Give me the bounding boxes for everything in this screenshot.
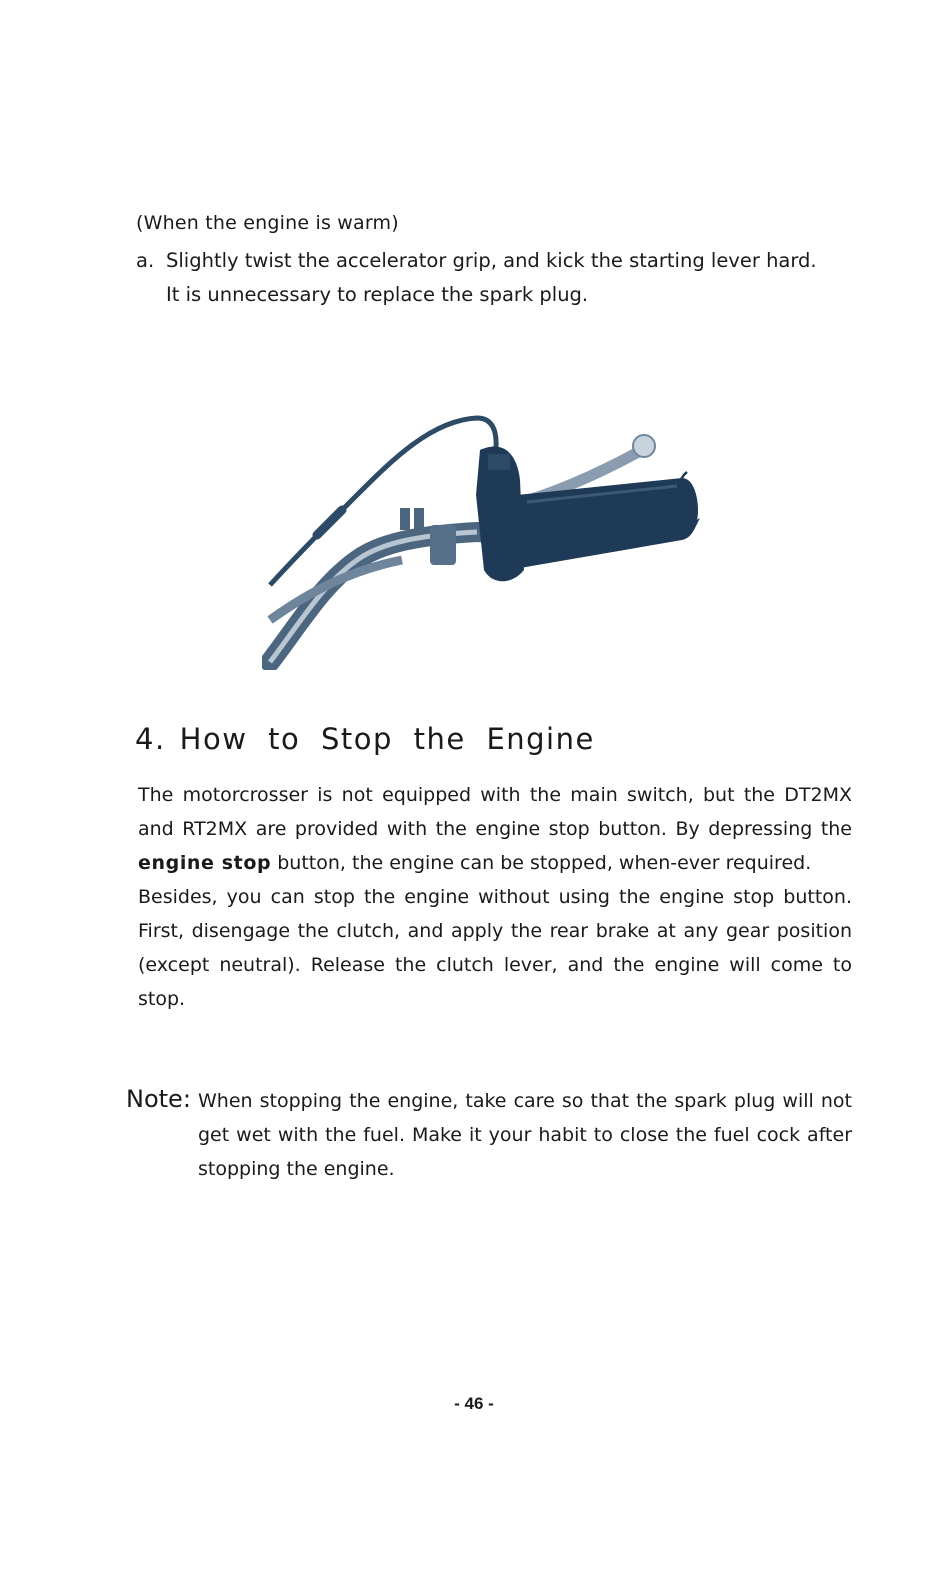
warm-engine-heading: (When the engine is warm): [136, 212, 399, 234]
body-p1-start: The motorcrosser is not equipped with the main switch, but the DT2MX and RT2MX are provided with the engine stop button. By depressing the: [138, 784, 852, 840]
section-body: [138, 778, 852, 1016]
step-a-line1: Slightly twist the accelerator grip, and kick the starting lever hard.: [166, 249, 817, 272]
body-paragraph-1: [138, 778, 852, 880]
switch-bracket: [430, 525, 456, 565]
handlebar-grip-illustration: [262, 400, 722, 670]
section-number: 4.: [135, 722, 166, 756]
note-block: [126, 1084, 852, 1186]
section-title: [135, 722, 595, 756]
step-a-line2: It is unnecessary to replace the spark plug.: [166, 283, 589, 306]
engine-stop-emphasis: engine stop: [138, 852, 272, 874]
note-text: When stopping the engine, take care so that the spark plug will not get wet with the fuel. Make it your habit to close the fuel cock after stopping the engine.: [198, 1090, 852, 1180]
page-number: - 46 -: [454, 1394, 494, 1413]
note-label: Note:: [126, 1085, 191, 1113]
body-paragraph-2: Besides, you can stop the engine without using the engine stop button. First, disengage the clutch, and apply the rear brake at any gear position (except neutral). Release the clutch lever, and the engine will come to stop.: [138, 886, 852, 1010]
step-a-marker: a.: [136, 249, 155, 272]
body-p1-end: button, the engine can be stopped, when-ever required.: [271, 852, 812, 874]
step-a: [136, 244, 856, 312]
section-title-text: How to Stop the Engine: [179, 722, 595, 756]
